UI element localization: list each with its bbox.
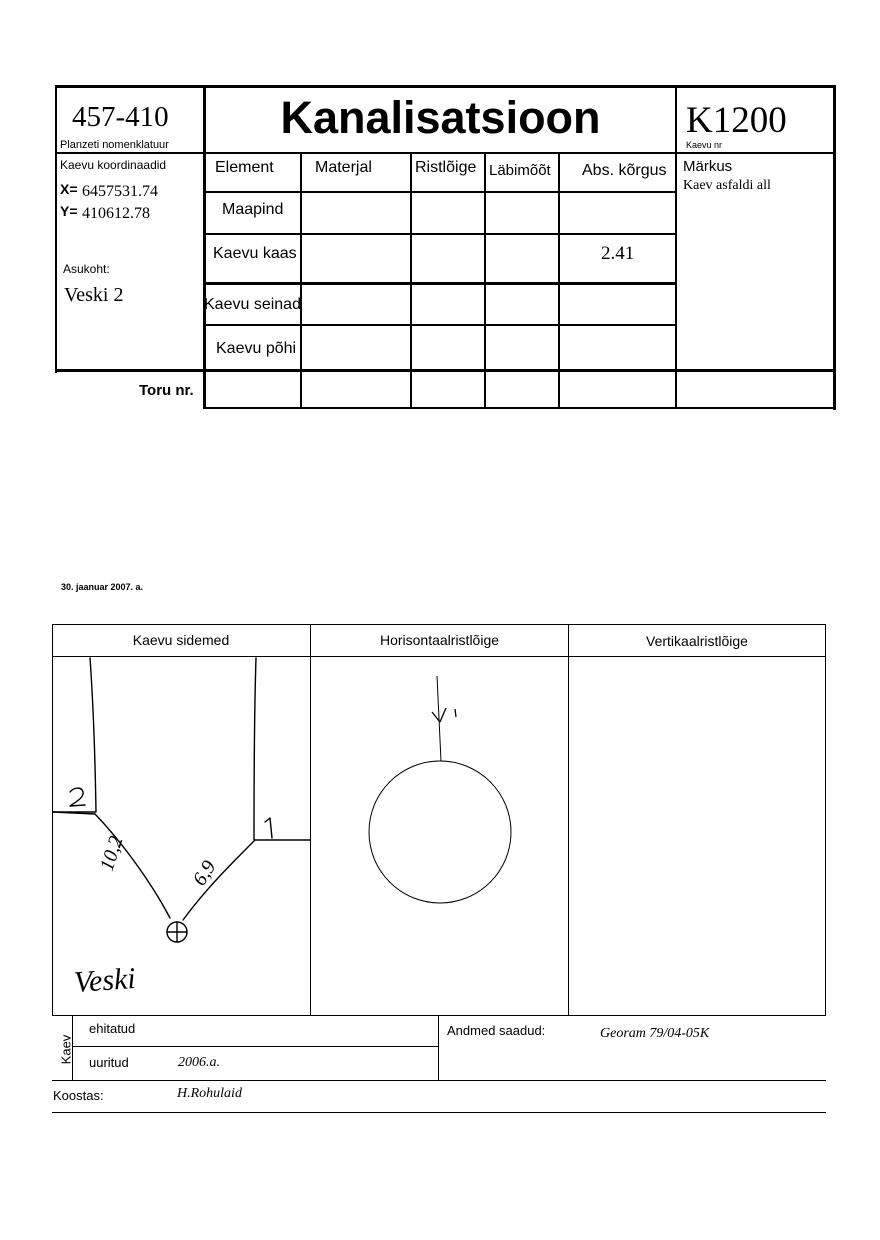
sketch-border-left (52, 624, 53, 1016)
data-source-value: Georam 79/04-05K (600, 1026, 710, 1041)
flow-arrow-icon (432, 708, 446, 722)
footer-bottom-1 (52, 1080, 826, 1081)
sketch-sep-1 (310, 624, 311, 1016)
measure-line-left (53, 812, 170, 918)
x-value: 6457531.74 (82, 183, 158, 200)
location-label: Asukoht: (63, 262, 110, 276)
sketch-header-connections: Kaevu sidemed (132, 632, 230, 648)
border-main-bottom (55, 369, 835, 372)
building-outline-right (254, 658, 310, 840)
sketch-header-bottom (52, 656, 826, 657)
measure-line-right (183, 840, 255, 920)
border-left (55, 85, 57, 373)
distance-left: 10,2 (95, 833, 128, 874)
surveyed-value: 2006.a. (178, 1055, 220, 1070)
distance-right: 6,9 (188, 856, 221, 890)
pipe-label: Toru nr. (139, 382, 194, 399)
sketch-header-horizontal: Horisontaalristlõige (379, 632, 500, 648)
header-abs-height: Abs. kõrgus (582, 162, 667, 179)
sketch-header-vertical: Vertikaalristlõige (646, 633, 748, 649)
sketch-sep-2 (568, 624, 569, 1016)
header-diameter: Läbimõõt (489, 162, 551, 179)
remarks-value: Kaev asfaldi all (683, 178, 771, 193)
border-header-bottom (55, 152, 835, 154)
header-material: Materjal (315, 159, 372, 176)
manhole-symbol-icon (167, 922, 187, 942)
row-sep-2 (203, 233, 676, 235)
sketch-border-right (825, 624, 826, 1016)
nomenclature-label: Planzeti nomenklatuur (60, 139, 169, 151)
kaev-label: Kaev (58, 1034, 74, 1065)
footer-mid-sep (438, 1016, 439, 1080)
row-sep-4 (203, 324, 676, 326)
footer-row-sep (72, 1046, 438, 1047)
surveyed-label: uuritud (89, 1055, 129, 1070)
well-number-value: K1200 (686, 100, 787, 141)
handwritten-1-icon (265, 818, 272, 838)
built-label: ehitatud (89, 1021, 136, 1036)
x-label: X= (60, 181, 78, 197)
header-element: Element (215, 159, 274, 176)
document-date: 30. jaanuar 2007. a. (61, 582, 144, 592)
data-source-label: Andmed saadud: (447, 1023, 546, 1038)
sketch-border-bottom (52, 1015, 826, 1016)
row-sep-3 (203, 282, 676, 285)
y-label: Y= (60, 203, 78, 219)
header-cross-section: Ristlõige (415, 159, 477, 176)
compiled-label: Koostas: (53, 1088, 104, 1103)
location-value: Veski 2 (64, 284, 124, 306)
row-element-maapind: Maapind (222, 201, 284, 218)
footer-bottom-2 (52, 1112, 826, 1113)
row-element-kaevu-pohi: Kaevu põhi (216, 340, 297, 357)
sketch-border-top (52, 624, 826, 625)
inflow-pipe-line (437, 676, 441, 761)
nomenclature-value: 457-410 (72, 101, 169, 133)
row-element-kaevu-seinad: Kaevu seinad (204, 296, 301, 313)
well-number-label: Kaevu nr (686, 140, 723, 150)
page-title: Kanalisatsioon (280, 92, 601, 143)
street-name-handwritten: Veski (72, 961, 137, 1000)
row-abs-height-kaevu-kaas: 2.41 (601, 243, 635, 264)
row-sep-1 (203, 191, 676, 193)
col-sep-height (675, 85, 677, 409)
coordinates-label: Kaevu koordinaadid (60, 158, 167, 172)
y-value: 410612.78 (82, 205, 150, 222)
border-right (833, 85, 836, 410)
border-pipe-bottom (203, 407, 835, 409)
building-outline-left (53, 658, 96, 812)
compiled-value: H.Rohulaid (177, 1086, 242, 1101)
remarks-header: Märkus (683, 158, 733, 175)
border-top (55, 85, 835, 88)
well-cross-section-circle (369, 761, 511, 903)
row-element-kaevu-kaas: Kaevu kaas (213, 245, 297, 262)
handwritten-2-icon (70, 788, 85, 806)
